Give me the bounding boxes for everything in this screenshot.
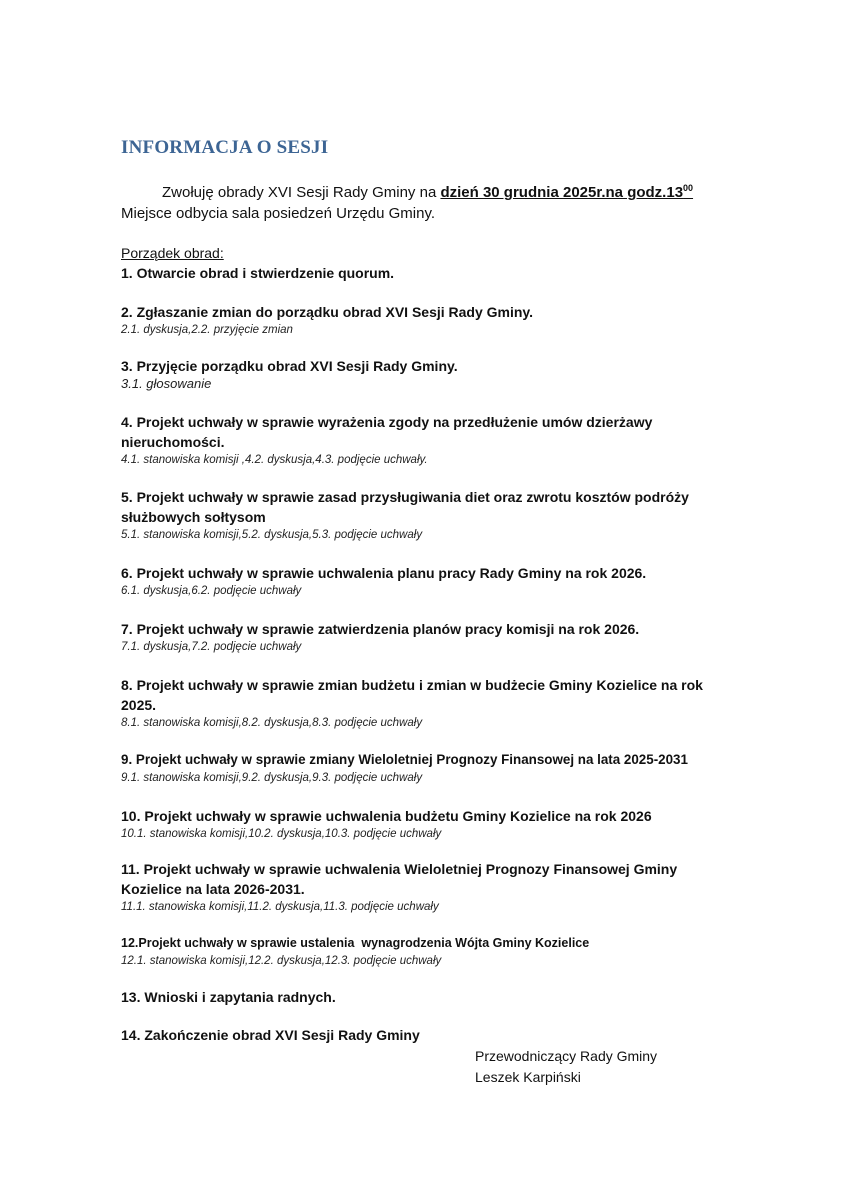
session-date-time bbox=[440, 184, 693, 201]
agenda-item-12 bbox=[121, 933, 741, 969]
agenda-item-heading: 14. Zakończenie obrad XVI Sesji Rady Gminy bbox=[121, 1027, 420, 1043]
announcement-text: Zwołuję obrady XVI Sesji Rady Gminy na bbox=[162, 184, 441, 201]
agenda-item-heading: 12.Projekt uchwały w sprawie ustalenia wynagrodzenia Wójta Gminy Kozielice bbox=[121, 936, 590, 950]
agenda-item-substeps: 12.1. stanowiska komisji,12.2. dyskusja,12.3. podjęcie uchwały bbox=[121, 955, 442, 967]
agenda-item-substeps: 11.1. stanowiska komisji,11.2. dyskusja,11.3. podjęcie uchwały bbox=[121, 901, 439, 913]
agenda-item-13 bbox=[121, 987, 721, 1007]
time-minutes-superscript: 00 bbox=[683, 183, 694, 193]
agenda-item-heading: 5. Projekt uchwały w sprawie zasad przysługiwania diet oraz zwrotu kosztów podróży służbowych sołtysom bbox=[121, 489, 689, 525]
agenda-item-substeps: 6.1. dyskusja,6.2. podjęcie uchwały bbox=[121, 585, 302, 597]
agenda-item-heading: 11. Projekt uchwały w sprawie uchwalenia Wieloletniej Prognozy Finansowej Gminy Kozielice na lata 2026-2031. bbox=[121, 861, 678, 897]
agenda-item-substeps: 7.1. dyskusja,7.2. podjęcie uchwały bbox=[121, 641, 302, 653]
agenda-item-heading: 9. Projekt uchwały w sprawie zmiany Wieloletniej Prognozy Finansowej na lata 2025-2031 bbox=[121, 752, 688, 767]
session-announcement bbox=[121, 182, 741, 203]
agenda-item-heading: 6. Projekt uchwały w sprawie uchwalenia planu pracy Rady Gminy na rok 2026. bbox=[121, 565, 647, 581]
agenda-item-heading: 10. Projekt uchwały w sprawie uchwalenia budżetu Gminy Kozielice na rok 2026 bbox=[121, 808, 652, 824]
agenda-item-11 bbox=[121, 859, 691, 915]
signatory-name: Leszek Karpiński bbox=[475, 1069, 581, 1085]
agenda-item-substeps: 5.1. stanowiska komisji,5.2. dyskusja,5.3. podjęcie uchwały bbox=[121, 529, 423, 541]
agenda-item-heading: 2. Zgłaszanie zmian do porządku obrad XVI Sesji Rady Gminy. bbox=[121, 304, 534, 320]
session-intro bbox=[121, 182, 741, 224]
session-date-text: dzień 30 grudnia 2025r.na godz.13 bbox=[440, 184, 684, 201]
agenda-item-14 bbox=[121, 1025, 721, 1045]
agenda-item-5 bbox=[121, 487, 711, 543]
agenda-item-heading: 4. Projekt uchwały w sprawie wyrażenia zgody na przedłużenie umów dzierżawy nieruchomości. bbox=[121, 414, 653, 450]
agenda-item-9 bbox=[121, 750, 761, 786]
signatory-role: Przewodniczący Rady Gminy bbox=[475, 1048, 658, 1064]
agenda-item-substeps: 2.1. dyskusja,2.2. przyjęcie zmian bbox=[121, 324, 293, 336]
document-title: INFORMACJA O SESJI bbox=[121, 137, 329, 158]
agenda-item-7 bbox=[121, 619, 721, 655]
agenda-item-heading: 13. Wnioski i zapytania radnych. bbox=[121, 989, 336, 1005]
agenda-item-substeps: 9.1. stanowiska komisji,9.2. dyskusja,9.3. podjęcie uchwały bbox=[121, 772, 423, 784]
agenda-item-heading: 8. Projekt uchwały w sprawie zmian budżetu i zmian w budżecie Gminy Kozielice na rok 2025. bbox=[121, 677, 703, 713]
agenda-item-1 bbox=[121, 263, 721, 283]
session-location: Miejsce odbycia sala posiedzeń Urzędu Gminy. bbox=[121, 205, 436, 222]
agenda-item-8 bbox=[121, 675, 721, 731]
agenda-item-3 bbox=[121, 356, 721, 392]
agenda-item-substeps: 4.1. stanowiska komisji ,4.2. dyskusja,4.3. podjęcie uchwały. bbox=[121, 454, 428, 466]
agenda-item-substeps: 10.1. stanowiska komisji,10.2. dyskusja,10.3. podjęcie uchwały bbox=[121, 828, 442, 840]
agenda-item-heading: 7. Projekt uchwały w sprawie zatwierdzenia planów pracy komisji na rok 2026. bbox=[121, 621, 640, 637]
agenda-item-substeps: 8.1. stanowiska komisji,8.2. dyskusja,8.3. podjęcie uchwały bbox=[121, 717, 423, 729]
agenda-item-10 bbox=[121, 806, 761, 842]
signature-block bbox=[475, 1046, 657, 1088]
agenda-item-substeps: 3.1. głosowanie bbox=[121, 376, 212, 391]
agenda-item-heading: 3. Przyjęcie porządku obrad XVI Sesji Rady Gminy. bbox=[121, 358, 458, 374]
agenda-item-6 bbox=[121, 563, 721, 599]
agenda-item-4 bbox=[121, 412, 681, 468]
agenda-item-2 bbox=[121, 302, 721, 338]
agenda-item-heading: 1. Otwarcie obrad i stwierdzenie quorum. bbox=[121, 265, 395, 281]
agenda-label: Porządek obrad: bbox=[121, 245, 224, 261]
